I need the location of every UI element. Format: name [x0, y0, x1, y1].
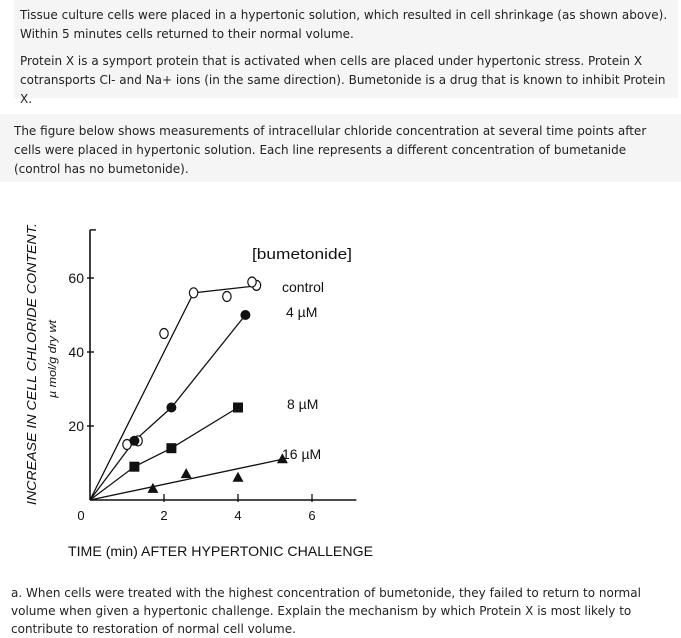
x-tick-label: 6	[308, 508, 316, 523]
figure-intro-text: The figure below shows measurements of intracellular chloride concentration at several time points after cells were placed in hypertonic solution. Each line represents a different concentration of bumetanide (control has no bumetonide).	[14, 124, 647, 176]
data-point	[129, 462, 139, 472]
y-axis-unit: µ mol/g dry wt	[47, 329, 59, 398]
intro-paragraph-2: Protein X is a symport protein that is activated when cells are placed under hypertonic stress. Protein X cotransports Cl- and Na+ ions (in the same direction). Bumetonide is a drug that is known to inhibit Protein X.	[20, 54, 666, 106]
data-point	[166, 403, 176, 413]
question-text: a. When cells were treated with the highest concentration of bumetonide, they failed to return to normal volume when given a hypertonic challenge. Explain the mechanism by which Protein X is most likely to contribute to restoration of normal cell volume.	[11, 586, 641, 636]
x-tick-label: 2	[160, 508, 168, 523]
intro-paragraph-1: Tissue culture cells were placed in a hypertonic solution, which resulted in cell shrinkage (as shown above). Within 5 minutes cells returned to their normal volume.	[20, 8, 668, 41]
y-axis-title: INCREASE IN CELL CHLORIDE CONTENT.	[24, 246, 39, 505]
chloride-chart	[0, 205, 400, 570]
series-label: 4 µM	[286, 304, 318, 320]
series-label: control	[282, 279, 325, 295]
intro-box	[14, 0, 678, 106]
data-point	[166, 443, 176, 453]
x-tick-label: 0	[77, 508, 85, 523]
data-point	[223, 292, 231, 302]
data-point	[189, 288, 197, 298]
y-tick-label: 40	[68, 344, 84, 360]
series-label: 16 µM	[282, 446, 322, 462]
x-axis-title: TIME (min) AFTER HYPERTONIC CHALLENGE	[68, 543, 373, 559]
data-point	[129, 436, 139, 446]
data-point	[233, 403, 243, 413]
series-label: 8 µM	[287, 396, 319, 412]
data-point	[240, 310, 250, 320]
control-legend-point	[248, 277, 256, 287]
y-tick-label: 20	[68, 418, 84, 434]
y-tick-label: 60	[68, 270, 84, 286]
x-tick-label: 4	[234, 508, 242, 523]
legend-title: [bumetonide]	[252, 246, 352, 263]
figure-intro-box	[0, 114, 681, 182]
data-point	[160, 329, 168, 339]
